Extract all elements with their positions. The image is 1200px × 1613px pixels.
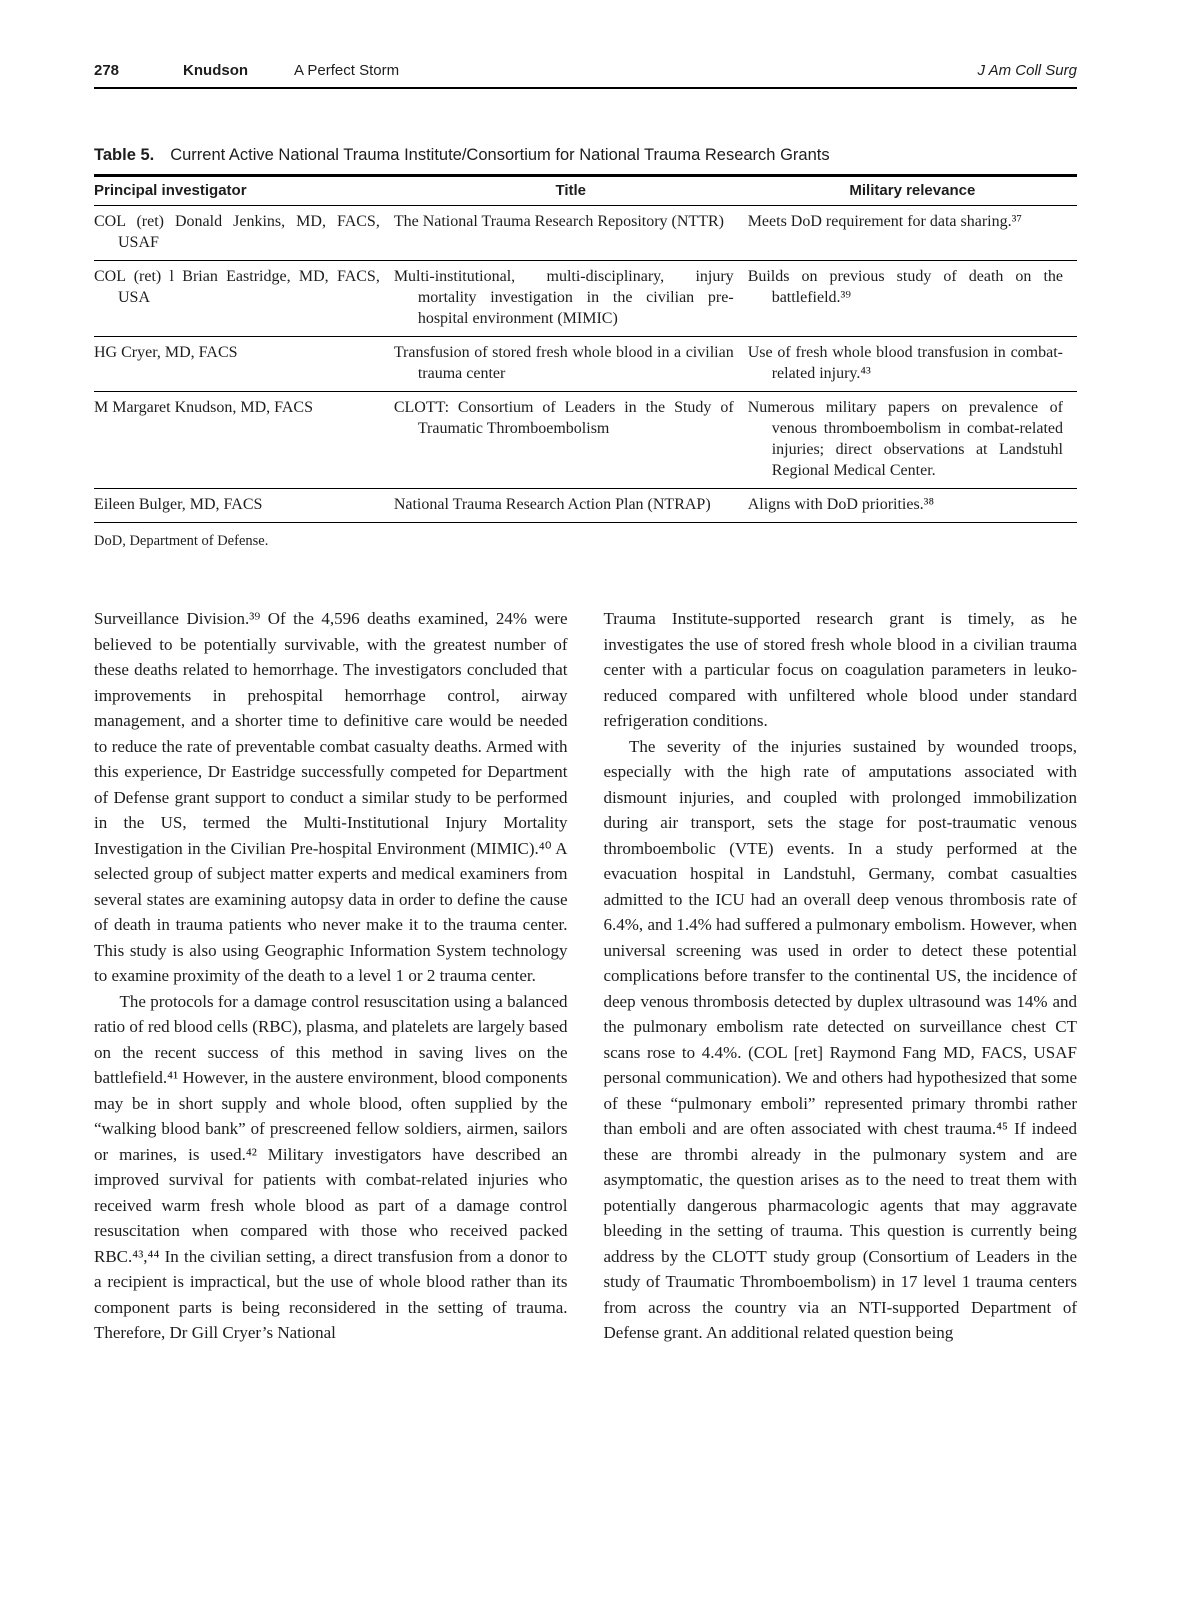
investigator-text: Eileen Bulger, MD, FACS [94, 496, 263, 513]
paragraph: The protocols for a damage control resuscitation using a balanced ratio of red blood cells (RBC), plasma, and platelets are largely based on the recent success of this method in saving lives on the battlefield.⁴¹ However, in the austere environment, blood components may be in short supply and whole blood, often supplied by the “walking blood bank” of prescreened fellow soldiers, airmen, sailors or marines, is used.⁴² Military investigators have described an improved survival for patients with combat-related injuries who received warm fresh whole blood as part of a damage control resuscitation when compared with those who received packed RBC.⁴³,⁴⁴ In the civilian setting, a direct transfusion from a donor to a recipient is impractical, but the use of whole blood rather than its component parts is being reconsidered in the setting of trauma. Therefore, Dr Gill Cryer’s National [94, 991, 568, 1342]
grants-table [94, 174, 1077, 523]
cell-investigator [94, 337, 394, 392]
journal-name: J Am Coll Surg [977, 62, 1077, 79]
cell-relevance [748, 261, 1077, 337]
cell-investigator [94, 206, 394, 261]
article-short-title: A Perfect Storm [294, 62, 400, 79]
cell-investigator [94, 261, 394, 337]
relevance-text: Meets DoD requirement for data sharing.³⁷ [747, 213, 1022, 230]
header-rule [94, 87, 1077, 89]
table-caption [94, 145, 1077, 165]
col-header-title: Title [394, 176, 748, 206]
cell-relevance [748, 489, 1077, 523]
relevance-text: Aligns with DoD priorities.³⁸ [747, 496, 935, 513]
investigator-text: HG Cryer, MD, FACS [94, 344, 238, 361]
cell-relevance [748, 337, 1077, 392]
relevance-text: Use of fresh whole blood transfusion in combat-related injury.⁴³ [747, 344, 1063, 382]
investigator-text: COL (ret) l Brian Eastridge, MD, FACS, USA [94, 268, 380, 306]
relevance-text: Builds on previous study of death on the battlefield.³⁹ [747, 268, 1063, 306]
title-text: National Trauma Research Action Plan (NTRAP) [393, 496, 711, 513]
table-label: Table 5. [94, 146, 155, 164]
cell-title [394, 392, 748, 489]
table-row [94, 261, 1077, 337]
body-column-right [604, 606, 1078, 1346]
header-row [94, 176, 1077, 206]
title-text: The National Trauma Research Repository (NTTR) [393, 213, 724, 230]
cell-investigator [94, 489, 394, 523]
table-footnote: DoD, Department of Defense. [94, 533, 269, 549]
paragraph: The severity of the injuries sustained by wounded troops, especially with the high rate of amputations associated with dismount injuries, and coupled with prolonged immobilization during air transport, sets the stage for post-traumatic venous thromboembolic (VTE) events. In a study performed at the evacuation hospital in Landstuhl, Germany, combat casualties admitted to the ICU had an overall deep venous thrombosis rate of 6.4%, and 1.4% had suffered a pulmonary embolism. However, when universal screening was used in order to detect these potential complications before transfer to the continental US, the incidence of deep venous thrombosis detected by duplex ultrasound was 14% and the pulmonary embolism rate detected on surveillance chest CT scans rose to 4.4%. (COL [ret] Raymond Fang MD, FACS, USAF personal communication). We and others had hypothesized that some of these “pulmonary emboli” represented primary thrombi rather than emboli and are often associated with chest trauma.⁴⁵ If indeed these are thrombi already in the pulmonary system and are asymptomatic, the question arises as to the need to treat them with potentially dangerous pharmacologic agents that may aggravate bleeding in the setting of trauma. This question is currently being address by the CLOTT study group (Consortium of Leaders in the study of Traumatic Thromboembolism) in 17 level 1 trauma centers from across the country via an NTI-supported Department of Defense grant. An additional related question being [603, 736, 1077, 1342]
table-row [94, 206, 1077, 261]
cell-relevance [748, 392, 1077, 489]
cell-title [394, 489, 748, 523]
table-row [94, 489, 1077, 523]
author-name: Knudson [183, 62, 249, 79]
title-text: Multi-institutional, multi-disciplinary, injury mortality investigation in the civilian pre-hospital environment (MIMIC) [393, 268, 734, 327]
cell-title [394, 337, 748, 392]
table5-section [94, 145, 1077, 550]
grants-table-body [94, 206, 1077, 523]
table-caption-text: Current Active National Trauma Institute/Consortium for National Trauma Research Grants [170, 146, 830, 164]
running-head-right [978, 62, 1077, 80]
investigator-text: M Margaret Knudson, MD, FACS [94, 399, 313, 416]
cell-title [394, 261, 748, 337]
cell-title [394, 206, 748, 261]
investigator-text: COL (ret) Donald Jenkins, MD, FACS, USAF [94, 213, 380, 251]
relevance-text: Numerous military papers on prevalence of venous thromboembolism in combat-related injuries; direct observations at Landstuhl Regional Medical Center. [747, 399, 1063, 479]
cell-relevance [748, 206, 1077, 261]
running-head [94, 62, 1077, 80]
table-row [94, 337, 1077, 392]
paragraph: Trauma Institute-supported research grant is timely, as he investigates the use of stored fresh whole blood in a civilian trauma center with a particular focus on coagulation parameters in leuko-reduced compared with unfiltered whole blood under standard refrigeration conditions. [603, 609, 1077, 730]
paragraph: Surveillance Division.³⁹ Of the 4,596 deaths examined, 24% were believed to be potentially survivable, with the greatest number of these deaths related to hemorrhage. The investigators concluded that improvements in prehospital hemorrhage control, airway management, and a shorter time to definitive care would be needed to reduce the rate of preventable combat casualty deaths. Armed with this experience, Dr Eastridge successfully competed for Department of Defense grant support to conduct a similar study to be performed in the US, termed the Multi-Institutional Injury Mortality Investigation in the Civilian Pre-hospital Environment (MIMIC).⁴⁰ A selected group of subject matter experts and medical examiners from several states are examining autopsy data in order to define the cause of death in trauma patients who never make it to the trauma center. This study is also using Geographic Information System technology to examine proximity of the death to a level 1 or 2 trauma center. [94, 609, 568, 985]
article-body [94, 606, 1077, 1346]
col-header-military-relevance: Military relevance [748, 176, 1077, 206]
grants-table-head [94, 176, 1077, 206]
page-number: 278 [94, 62, 120, 79]
title-text: CLOTT: Consortium of Leaders in the Study of Traumatic Thromboembolism [393, 399, 734, 437]
cell-investigator [94, 392, 394, 489]
title-text: Transfusion of stored fresh whole blood in a civilian trauma center [393, 344, 734, 382]
table-row [94, 392, 1077, 489]
body-column-left [94, 606, 568, 1346]
col-header-principal-investigator: Principal investigator [94, 176, 394, 206]
running-head-left [94, 62, 399, 80]
